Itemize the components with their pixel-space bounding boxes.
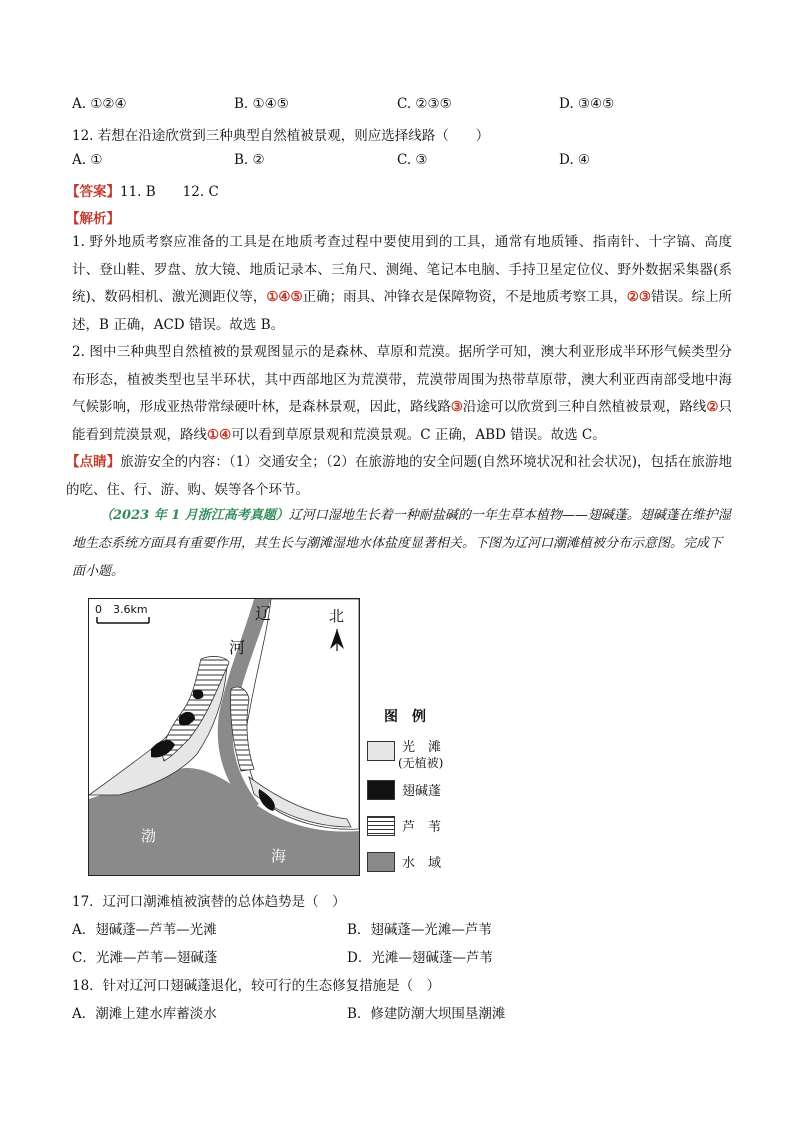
legend-swatch-reed [367, 816, 395, 836]
legend-label-suaeda: 翅碱蓬 [402, 784, 442, 799]
q12-option-b: B. ② [234, 152, 265, 168]
q18-option-a: A．潮滩上建水库蓄淡水 [72, 1006, 217, 1022]
sea-label-2: 海 [271, 847, 287, 865]
scale-label: 0 3.6km [95, 603, 148, 616]
legend-sub-bare-flat: (无植被) [398, 756, 444, 770]
highlight-route-14: ①④ [207, 426, 232, 443]
answer-line [66, 180, 219, 200]
highlight-wrong-1: ②③ [626, 289, 651, 305]
q18-option-b: B．修建防潮大坝围垦潮滩 [347, 1006, 506, 1022]
highlight-route-2: ② [706, 399, 719, 415]
analysis-paragraph-2: 2. 图中三种典型自然植被的景观图显示的是森林、草原和荒漠。据所学可知，澳大利亚形成半环形气候类型分布形态，植被类型也呈半环状，其中西部地区为荒漠带，荒漠带周围为热带草原带，澳大利亚西南部受地中海气候影响，形成亚热带常绿硬叶林，是森林景观，因此，路线路③沿途可以欣赏到三种自然植被景观，路线②只能看到荒漠景观，路线①④可以看到草原景观和荒漠景观。C 正确，ABD 错误。故选 C。 [72, 344, 733, 443]
legend-swatch-water [367, 852, 395, 872]
source-tag: （2023 年 1 月浙江高考真题） [100, 508, 289, 523]
legend-title: 图 例 [384, 709, 426, 725]
analysis-label: 【解析】 [66, 211, 120, 227]
q17-option-c: C．光滩—芦苇—翅碱蓬 [72, 950, 218, 966]
liaohe-estuary-map [88, 598, 360, 876]
legend-label-bare-flat: 光 滩 [402, 740, 442, 755]
river-label-2: 河 [229, 638, 246, 657]
q12-option-a: A. ① [72, 152, 103, 168]
tip-label: 【点睛】 [66, 454, 121, 470]
q12-stem: 12. 若想在沿途欣赏到三种典型自然植被景观，则应选择线路（ ） [72, 128, 490, 144]
highlight-correct-1: ①④⑤ [266, 289, 303, 305]
q11-option-b: B. ①④⑤ [234, 96, 289, 112]
legend-swatch-bare-flat [367, 741, 395, 761]
q11-option-c: C. ②③⑤ [397, 96, 452, 112]
legend-label-water: 水 域 [402, 856, 442, 871]
north-label: 北 [329, 607, 345, 625]
q11-option-d: D. ③④⑤ [559, 96, 615, 112]
q11-option-a: A. ①②④ [72, 96, 127, 112]
answer-label: 【答案】 [66, 184, 120, 200]
river-label-1: 辽 [255, 604, 272, 623]
q12-option-d: D. ④ [559, 152, 591, 168]
q17-stem: 17．辽河口潮滩植被演替的总体趋势是（ ） [72, 894, 346, 910]
highlight-route-3: ③ [450, 399, 463, 415]
analysis-paragraph-1: 1. 野外地质考察应准备的工具是在地质考查过程中要使用到的工具，通常有地质锤、指南针、十字镐、高度计、登山鞋、罗盘、放大镜、地质记录本、三角尺、测绳、笔记本电脑、手持卫星定位仪、野外数据采集器(系统)、数码相机、激光测距仪等，①④⑤正确；雨具、冲锋衣是保障物资，不是地质考察工具，②③错误。综上所述，B 正确，ACD 错误。故选 B。 [72, 234, 732, 333]
q12-option-c: C. ③ [397, 152, 428, 168]
q18-stem: 18．针对辽河口翅碱蓬退化，较可行的生态修复措施是（ ） [72, 978, 441, 994]
sea-label-1: 渤 [141, 827, 157, 845]
q17-option-a: A．翅碱蓬—芦苇—光滩 [72, 922, 217, 938]
map-graphic [89, 599, 359, 875]
question-intro: （2023 年 1 月浙江高考真题）辽河口湿地生长着一种耐盐碱的一年生草本植物——翅碱蓬。翅碱蓬在维护湿地生态系统方面具有重要作用，其生长与潮滩湿地水体盐度显著相关。下图为辽河口潮滩植被分布示意图。完成下面小题。 [72, 508, 731, 579]
legend-swatch-suaeda [367, 780, 395, 800]
q17-option-b: B．翅碱蓬—光滩—芦苇 [347, 922, 492, 938]
tip-paragraph: 【点睛】旅游安全的内容：（1）交通安全；（2）在旅游地的安全问题(自然环境状况和社会状况)，包括在旅游地的吃、住、行、游、购、娱等各个环节。 [66, 454, 732, 498]
q17-option-d: D．光滩—翅碱蓬—芦苇 [347, 950, 493, 966]
answer-text: 11. B 12. C [120, 184, 219, 200]
legend-label-reed: 芦 苇 [402, 820, 442, 835]
